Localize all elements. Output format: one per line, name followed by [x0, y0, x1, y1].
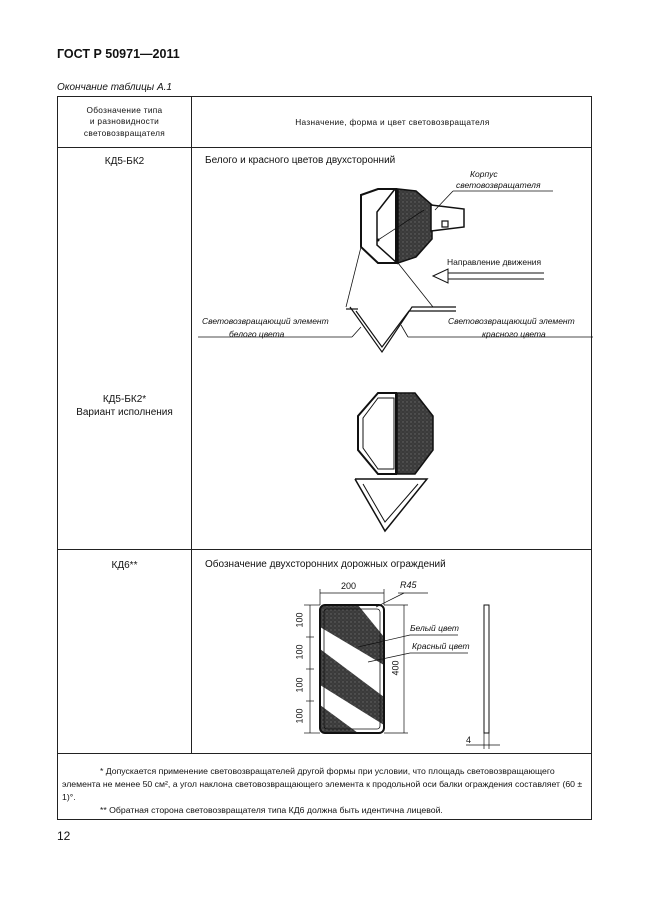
dim-stripe-2: 100	[294, 644, 305, 660]
cross-section	[350, 307, 456, 352]
direction-arrow	[433, 269, 544, 283]
label-body: Корпус световозвращателя	[456, 169, 541, 190]
footnote-1: * Допускается применение световозвращателей другой формы при условии, что площадь световозвращающего элемента не менее 50 см², а угол наклона световозвращающего элемента к продольной оси балки ограждения составляет (60 ± 1)°.	[62, 766, 583, 802]
reflector-housing	[361, 189, 396, 263]
standard-header: ГОСТ Р 50971—2011	[57, 47, 180, 61]
table-caption: Окончание таблицы А.1	[57, 82, 172, 93]
mounting-hole	[442, 221, 448, 227]
label-white-element: Световозвращающий элемент	[202, 316, 329, 326]
page-number: 12	[57, 829, 71, 843]
dim-height: 400	[390, 660, 401, 676]
dim-radius: R45	[400, 580, 417, 590]
label-red-element: Световозвращающий элемент	[448, 316, 575, 326]
label-white-color-kd6: Белый цвет	[410, 623, 459, 633]
footnote-2: ** Обратная сторона световозвращателя типа КД6 должна быть идентична лицевой.	[100, 805, 443, 815]
label-red-color-kd6: Красный цвет	[412, 641, 470, 651]
footnotes	[62, 765, 586, 817]
white-element-outline	[377, 189, 397, 263]
type-kd5-bk2-variant: КД5-БК2* Вариант исполнения	[76, 394, 173, 418]
kd5-variant-drawing	[355, 393, 433, 531]
dim-width: 200	[341, 581, 357, 591]
label-direction: Направление движения	[447, 257, 542, 267]
dim-stripe-3: 100	[294, 677, 305, 693]
footnote-divider	[58, 753, 591, 754]
column-header-type: Обозначение типа и разновидности световозвращателя	[83, 104, 166, 138]
table	[57, 96, 592, 820]
red-element	[398, 189, 432, 263]
variant-red-element	[397, 393, 433, 474]
kd5-reflector-drawing	[198, 189, 593, 352]
label-white-color: белого цвета	[229, 329, 285, 339]
kd6-side-view	[484, 605, 489, 733]
dim-stripe-4: 100	[294, 708, 305, 724]
label-red-color: красного цвета	[482, 329, 546, 339]
kd6-drawing	[304, 589, 500, 749]
dim-stripe-1: 100	[294, 612, 305, 628]
drawings	[58, 97, 593, 753]
description-kd5-bk2: Белого и красного цветов двухсторонний	[205, 155, 396, 166]
column-header-description: Назначение, форма и цвет световозвращателя	[295, 117, 490, 127]
type-kd6: КД6**	[111, 560, 138, 571]
type-kd5-bk2: КД5-БК2	[104, 156, 145, 167]
description-kd6: Обозначение двухсторонних дорожных ограждений	[205, 559, 446, 570]
dim-thickness: 4	[466, 735, 472, 745]
